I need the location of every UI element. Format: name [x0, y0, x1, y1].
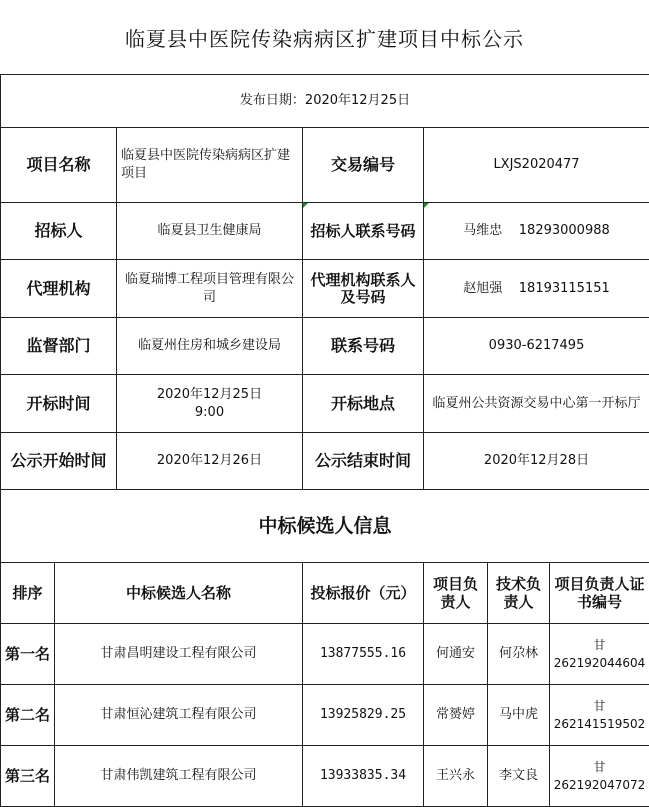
open-time-value: [117, 375, 303, 433]
publish-date: 发布日期：2020年12月25日: [1, 75, 649, 128]
trade-no-value: LXJS2020477: [424, 128, 649, 203]
rank-cell: 第一名: [1, 624, 55, 685]
rank-cell: 第三名: [1, 746, 55, 807]
agency-contact-value: 赵旭强 18193115151: [424, 260, 649, 318]
cert-no: 262192047072: [551, 776, 648, 794]
candidate-name: 甘肃伟凯建筑工程有限公司: [55, 746, 303, 807]
table-row: [1, 746, 649, 807]
certificate-number: [550, 746, 649, 807]
technical-lead: 马中虎: [488, 685, 550, 746]
technical-lead: 李文良: [488, 746, 550, 807]
project-manager: 常赟婷: [424, 685, 488, 746]
start-date-value: 2020年12月26日: [117, 433, 303, 490]
open-place-label: 开标地点: [303, 375, 424, 433]
project-manager: 何通安: [424, 624, 488, 685]
phone-label: 联系号码: [303, 318, 424, 375]
end-date-label: 公示结束时间: [303, 433, 424, 490]
agency-label: 代理机构: [1, 260, 117, 318]
section-title: 中标候选人信息: [1, 490, 649, 563]
certificate-number: [550, 685, 649, 746]
page-title: 临夏县中医院传染病病区扩建项目中标公示: [0, 0, 649, 74]
tenderer-value: 临夏县卫生健康局: [117, 203, 303, 260]
bid-price: 13925829.25: [303, 685, 424, 746]
tenderer-label: 招标人: [1, 203, 117, 260]
header-name: 中标候选人名称: [55, 563, 303, 624]
header-pm: 项目负责人: [424, 563, 488, 624]
cert-no: 262192044604: [551, 654, 648, 672]
rank-cell: 第二名: [1, 685, 55, 746]
open-place-value: 临夏州公共资源交易中心第一开标厅: [424, 375, 649, 433]
technical-lead: 何尕林: [488, 624, 550, 685]
cert-no: 262141519502: [551, 715, 648, 733]
table-row: [1, 624, 649, 685]
header-cert: 项目负责人证书编号: [550, 563, 649, 624]
cert-prefix: 甘: [551, 636, 648, 654]
header-tech: 技术负责人: [488, 563, 550, 624]
tenderer-contact-value: 马维忠 18293000988: [424, 203, 649, 260]
bid-price: 13933835.34: [303, 746, 424, 807]
trade-no-label: 交易编号: [303, 128, 424, 203]
candidate-name: 甘肃昌明建设工程有限公司: [55, 624, 303, 685]
project-name-value: 临夏县中医院传染病病区扩建项目: [117, 128, 303, 203]
project-manager: 王兴永: [424, 746, 488, 807]
header-price: 投标报价（元）: [303, 563, 424, 624]
announcement-table: [0, 74, 649, 807]
cert-prefix: 甘: [551, 697, 648, 715]
bid-price: 13877555.16: [303, 624, 424, 685]
tenderer-contact-label: 招标人联系号码: [303, 203, 424, 260]
agency-contact-label: 代理机构联系人及号码: [303, 260, 424, 318]
supervisor-label: 监督部门: [1, 318, 117, 375]
start-date-label: 公示开始时间: [1, 433, 117, 490]
certificate-number: [550, 624, 649, 685]
agency-value: 临夏瑞博工程项目管理有限公司: [117, 260, 303, 318]
project-name-label: 项目名称: [1, 128, 117, 203]
end-date-value: 2020年12月28日: [424, 433, 649, 490]
header-rank: 排序: [1, 563, 55, 624]
phone-value: 0930-6217495: [424, 318, 649, 375]
cert-prefix: 甘: [551, 758, 648, 776]
candidate-name: 甘肃恒沁建筑工程有限公司: [55, 685, 303, 746]
open-date: 2020年12月25日: [121, 386, 298, 404]
open-time-label: 开标时间: [1, 375, 117, 433]
open-clock: 9:00: [121, 404, 298, 422]
supervisor-value: 临夏州住房和城乡建设局: [117, 318, 303, 375]
table-row: [1, 685, 649, 746]
